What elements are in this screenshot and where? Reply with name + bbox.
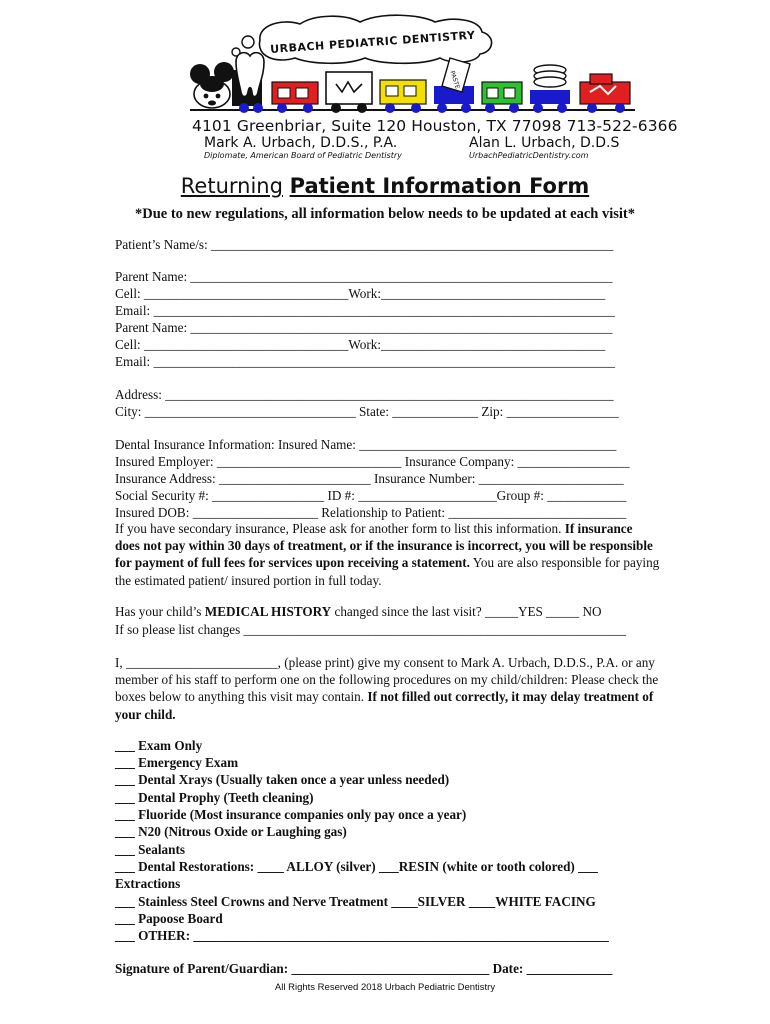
doctor-left-credential: Diplomate, American Board of Pediatric Dentistry — [204, 151, 402, 160]
tooth-icon — [232, 53, 264, 113]
banner-text: URBACH PEDIATRIC DENTISTRY — [269, 28, 476, 56]
procedure-papoose-board[interactable]: ___ Papoose Board — [115, 911, 223, 926]
dob-relationship-field[interactable]: Insured DOB: ___________________ Relationship to Patient: ___________________________ — [115, 505, 627, 520]
parent-name-field-1[interactable]: Parent Name: ________________________________________________________________ — [115, 269, 613, 284]
parent-name-field-2[interactable]: Parent Name: ________________________________________________________________ — [115, 320, 613, 335]
procedure-other[interactable]: ___ OTHER: _______________________________________________________________ — [115, 928, 609, 943]
regulations-notice: *Due to new regulations, all information below needs to be updated at each visit* — [135, 206, 635, 222]
svg-text:PASTE: PASTE — [448, 69, 461, 90]
procedure-n20[interactable]: ___ N20 (Nitrous Oxide or Laughing gas) — [115, 824, 347, 839]
form-title — [0, 174, 770, 198]
email-field-2[interactable]: Email: ______________________________________________________________________ — [115, 354, 616, 369]
insurance-address-number-field[interactable]: Insurance Address: _______________________ Insurance Number: ______________________ — [115, 471, 624, 486]
logo-train-illustration — [180, 12, 640, 122]
title-part-main: Patient Information Form — [289, 174, 590, 198]
medical-history-question[interactable] — [115, 603, 602, 620]
insurance-text-2: You are also responsible for paying the estimated patient/ insured portion in full today. — [115, 555, 660, 588]
medical-changes-field[interactable]: If so please list changes __________________________________________________________ — [115, 622, 626, 637]
doctor-left-name: Mark A. Urbach, D.D.S., P.A. — [204, 135, 398, 151]
practice-website: UrbachPediatricDentistry.com — [469, 151, 589, 160]
procedure-xrays[interactable]: ___ Dental Xrays (Usually taken once a year unless needed) — [115, 772, 450, 787]
insured-name-field[interactable]: Dental Insurance Information: Insured Name: _______________________________________ — [115, 437, 617, 452]
procedure-restorations[interactable]: ___ Dental Restorations: ____ ALLOY (silver) ___RESIN (white or tooth colored) ___ — [115, 859, 598, 874]
cell-work-field-1[interactable]: Cell: _______________________________Work:__________________________________ — [115, 286, 606, 301]
doctor-right-name: Alan L. Urbach, D.D.S — [469, 135, 620, 151]
mouse-icon — [190, 62, 234, 108]
email-field-1[interactable]: Email: ______________________________________________________________________ — [115, 303, 616, 318]
title-part-returning: Returning — [180, 174, 283, 198]
consent-text-bold: If not filled out correctly, it may delay treatment of your child. — [115, 689, 654, 722]
procedure-fluoride[interactable]: ___ Fluoride (Most insurance companies only pay once a year) — [115, 807, 467, 822]
train-car-green — [482, 82, 522, 113]
procedure-crowns[interactable]: ___ Stainless Steel Crowns and Nerve Treatment ____SILVER ____WHITE FACING — [115, 894, 596, 909]
mh-bold: MEDICAL HISTORY — [204, 604, 332, 619]
patient-names-field[interactable]: Patient’s Name/s: _____________________________________________________________ — [115, 237, 614, 252]
signature-date-field[interactable]: Signature of Parent/Guardian: ______________________________ Date: _____________ — [115, 961, 613, 976]
procedure-exam-only[interactable]: ___ Exam Only — [115, 738, 203, 753]
procedure-extractions[interactable]: Extractions — [115, 876, 181, 891]
city-state-zip-field[interactable]: City: ________________________________ State: _____________ Zip: _________________ — [115, 404, 619, 419]
copyright-footer: All Rights Reserved 2018 Urbach Pediatric Dentistry — [274, 982, 496, 993]
address-field[interactable]: Address: ____________________________________________________________________ — [115, 387, 614, 402]
consent-text: I, _______________________, (please print) give my consent to Mark A. Urbach, D.D.S., P.A. or any member of his staff to perform one on the following procedures on my child/children: Please check the boxes below to anything this visit may contain. — [115, 655, 659, 705]
employer-company-field[interactable]: Insured Employer: ____________________________ Insurance Company: _________________ — [115, 454, 630, 469]
ssn-id-group-field[interactable]: Social Security #: _________________ ID #: _____________________Group #: ____________ — [115, 488, 627, 503]
insurance-paragraph — [115, 520, 660, 589]
procedure-emergency-exam[interactable]: ___ Emergency Exam — [115, 755, 239, 770]
mh-suffix: changed since the last visit? _____YES _____ NO — [331, 604, 602, 619]
insurance-text-1: If you have secondary insurance, Please ask for another form to list this information. — [115, 521, 565, 536]
paste-tube-icon — [434, 58, 474, 113]
train-caboose-red — [580, 74, 630, 113]
toothbrush-icon — [326, 72, 372, 113]
train-car-yellow — [380, 80, 426, 113]
procedure-sealants[interactable]: ___ Sealants — [115, 842, 185, 857]
floss-spool-icon — [530, 65, 570, 113]
insurance-text-bold: If insurance does not pay within 30 days of treatment, or if the insurance is incorrect, you will be responsible for payment of full fees for services upon receiving a statement. — [115, 521, 653, 571]
consent-paragraph — [115, 654, 660, 723]
procedure-prophy[interactable]: ___ Dental Prophy (Teeth cleaning) — [115, 790, 314, 805]
cell-work-field-2[interactable]: Cell: _______________________________Work:__________________________________ — [115, 337, 606, 352]
train-car-red-1 — [272, 82, 318, 113]
practice-address: 4101 Greenbriar, Suite 120 Houston, TX 77098 713-522-6366 — [192, 117, 678, 135]
mh-prefix: Has your child’s — [115, 604, 205, 619]
